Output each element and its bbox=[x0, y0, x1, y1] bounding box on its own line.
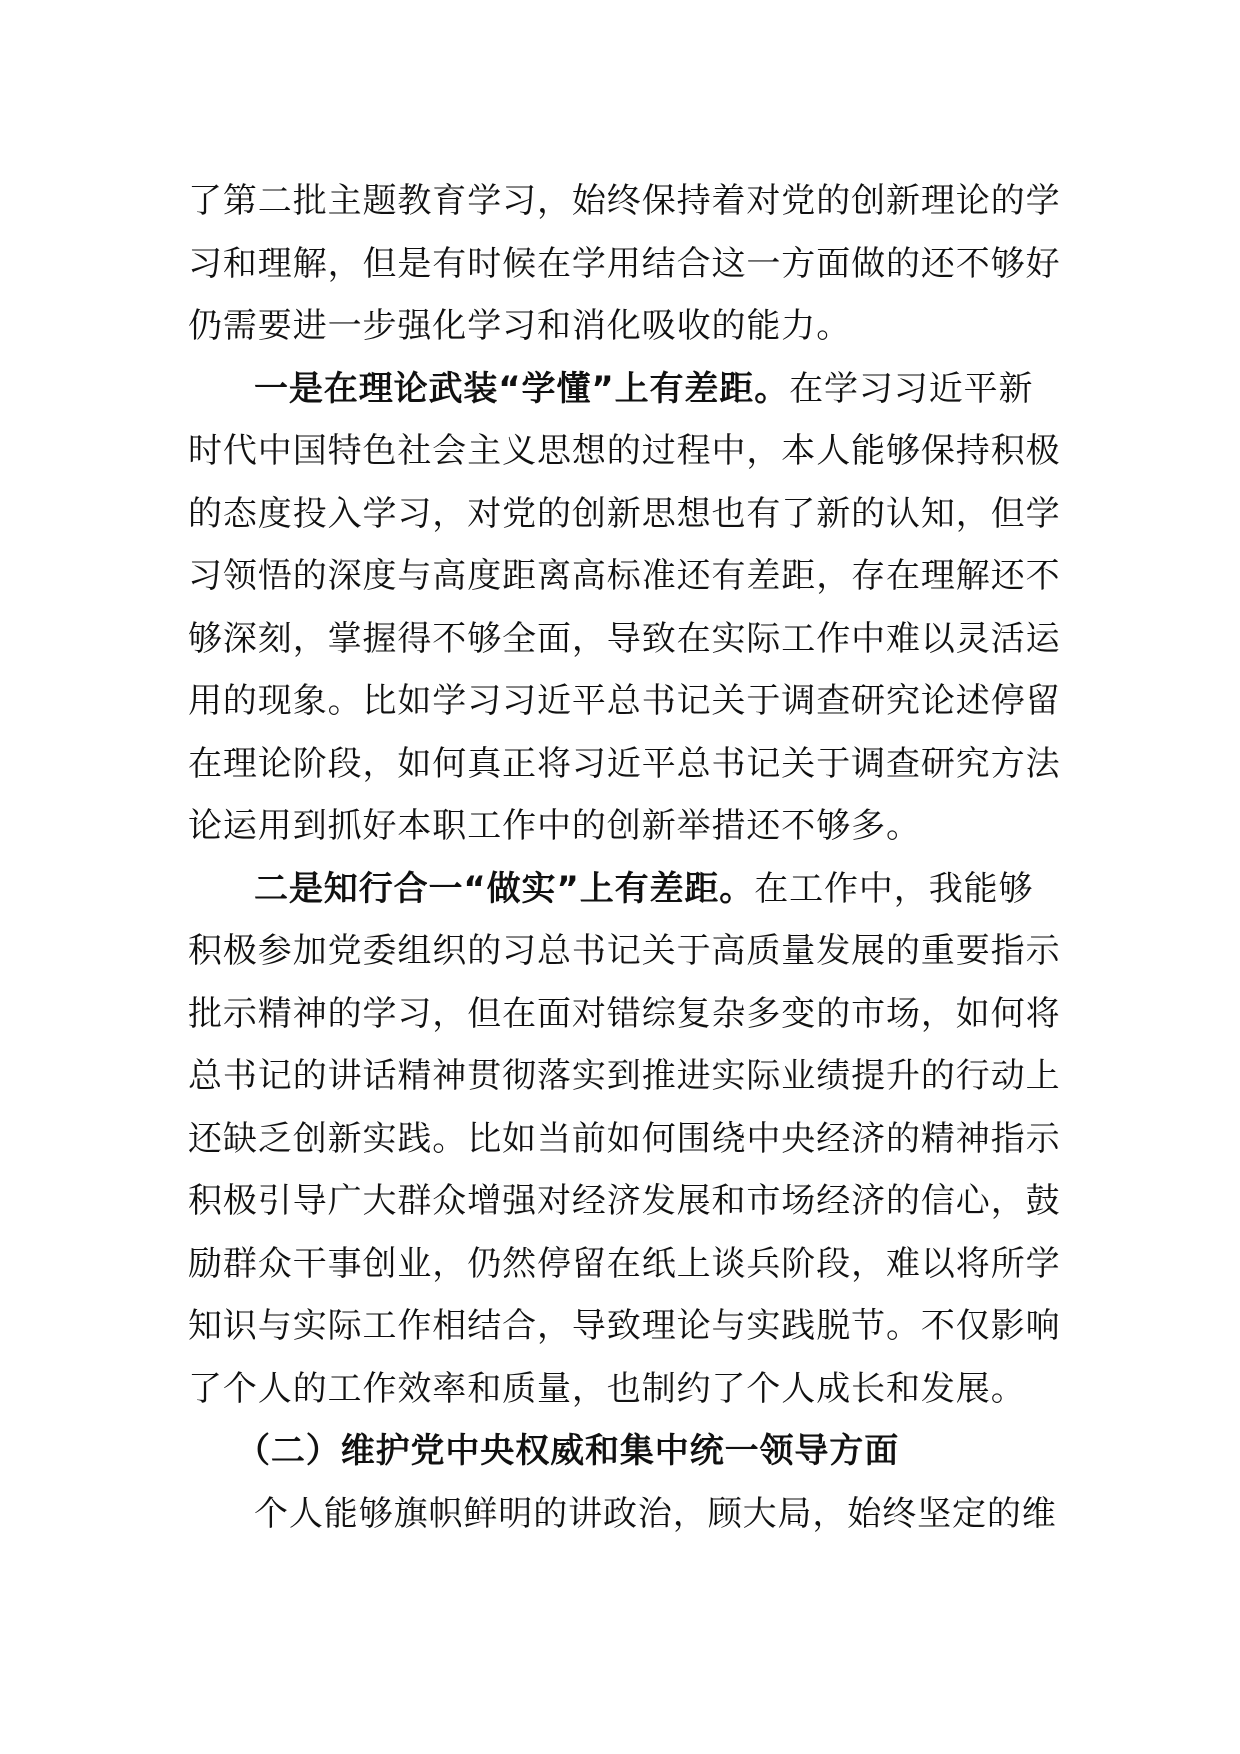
section-two-heading: 二是知行合一“做实”上有差距。 bbox=[254, 868, 755, 909]
paragraph-line: 积极参加党委组织的习总书记关于高质量发展的重要指示 bbox=[188, 931, 1061, 971]
paragraph-line: 仍需要进一步强化学习和消化吸收的能力。 bbox=[188, 306, 852, 346]
section-two-lead-text: 在工作中，我能够 bbox=[754, 868, 1034, 909]
closing-paragraph-line: 个人能够旗帜鲜明的讲政治，顾大局，始终坚定的维 bbox=[254, 1493, 1057, 1534]
paragraph-line: 总书记的讲话精神贯彻落实到推进实际业绩提升的行动上 bbox=[188, 1056, 1061, 1096]
paragraph-line: 了第二批主题教育学习，始终保持着对党的创新理论的学 bbox=[188, 181, 1061, 221]
document-body bbox=[188, 170, 1068, 1545]
paragraph-line: 习领悟的深度与高度距离高标准还有差距，存在理解还不 bbox=[188, 556, 1061, 596]
paragraph-line: 积极引导广大群众增强对经济发展和市场经济的信心，鼓 bbox=[188, 1181, 1061, 1221]
paragraph-line: 时代中国特色社会主义思想的过程中，本人能够保持积极 bbox=[188, 431, 1061, 471]
paragraph-line: 习和理解，但是有时候在学用结合这一方面做的还不够好 bbox=[188, 243, 1061, 284]
paragraph-line: 批示精神的学习，但在面对错综复杂多变的市场，如何将 bbox=[188, 993, 1061, 1034]
subsection-heading: （二）维护党中央权威和集中统一领导方面 bbox=[236, 1431, 900, 1471]
section-two-first-line bbox=[188, 858, 1068, 921]
paragraph-line: 的态度投入学习，对党的创新思想也有了新的认知，但学 bbox=[188, 493, 1061, 534]
section-one-lead-text: 在学习习近平新 bbox=[789, 368, 1034, 409]
section-one-first-line bbox=[188, 358, 1068, 421]
paragraph-line: 知识与实际工作相结合，导致理论与实践脱节。不仅影响 bbox=[188, 1306, 1061, 1346]
section-one-heading: 一是在理论武装“学懂”上有差距。 bbox=[254, 368, 790, 409]
paragraph-line: 在理论阶段，如何真正将习近平总书记关于调查研究方法 bbox=[188, 743, 1061, 784]
paragraph-line: 论运用到抓好本职工作中的创新举措还不够多。 bbox=[188, 806, 921, 846]
paragraph-line: 了个人的工作效率和质量，也制约了个人成长和发展。 bbox=[188, 1368, 1026, 1409]
paragraph-line: 励群众干事创业，仍然停留在纸上谈兵阶段，难以将所学 bbox=[188, 1243, 1061, 1284]
paragraph-line: 够深刻，掌握得不够全面，导致在实际工作中难以灵活运 bbox=[188, 618, 1061, 659]
paragraph-line: 用的现象。比如学习习近平总书记关于调查研究论述停留 bbox=[188, 681, 1061, 721]
paragraph-line: 还缺乏创新实践。比如当前如何围绕中央经济的精神指示 bbox=[188, 1118, 1061, 1159]
